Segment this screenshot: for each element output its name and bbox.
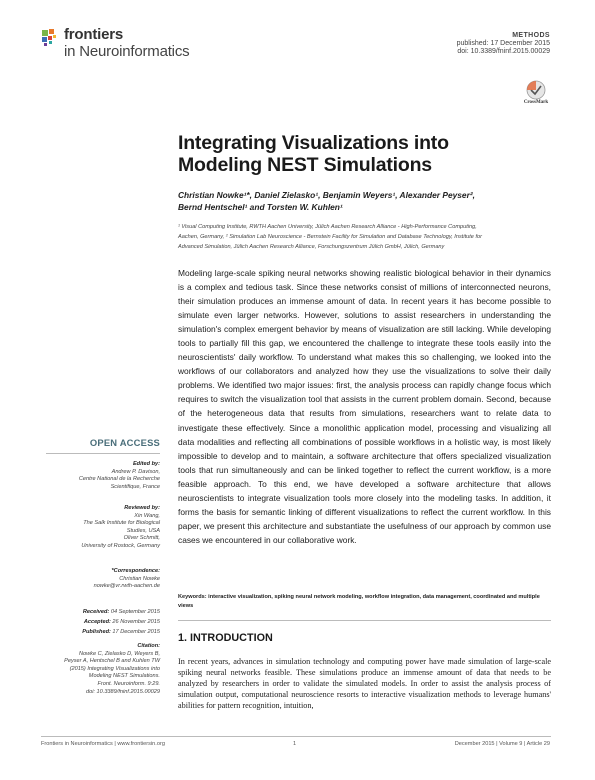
brand-name: frontiers [64, 26, 124, 43]
keywords-text: interactive visualization, spiking neural network modeling, workflow integration, data management, coordinated and multiple views [178, 594, 540, 609]
section-heading: 1. INTRODUCTION [178, 632, 273, 644]
article-title [178, 132, 538, 176]
crossmark-icon [521, 80, 551, 100]
correspondence-info [46, 568, 160, 591]
citation-line: Nowke C, Zielasko D, Weyers B, [78, 650, 160, 657]
journal-name: in Neuroinformatics [64, 43, 190, 60]
footer-journal-link[interactable]: Frontiers in Neuroinformatics | www.frontiersin.org [41, 741, 165, 747]
title-line: Modeling NEST Simulations [178, 154, 432, 176]
author-line: Christian Nowke¹*, Daniel Zielasko¹, Benjamin Weyers¹, Alexander Peyser², [178, 190, 475, 200]
article-type: METHODS [512, 32, 550, 39]
sidebar-divider [46, 453, 160, 454]
editor-line: Andrew P. Davison, [111, 468, 160, 475]
affiliation-line: ¹ Visual Computing Institute, RWTH Aachen University, Jülich Aachen Research Alliance - High-Performance Computing, [178, 224, 477, 230]
published-label: Published: [82, 629, 111, 635]
page-number: 1 [293, 741, 297, 747]
correspondence-label: *Correspondence: [111, 568, 160, 574]
published-date: published: 17 December 2015 [456, 40, 550, 47]
accepted-label: Accepted: [83, 619, 111, 625]
citation-line: (2015) Integrating Visualizations into [69, 665, 160, 672]
received-date: 04 September 2015 [110, 609, 160, 615]
article-dates [46, 607, 160, 637]
correspondence-name: Christian Nowke [119, 575, 160, 582]
correspondence-email[interactable]: nowke@vr.rwth-aachen.de [93, 583, 160, 590]
abstract [178, 266, 551, 547]
affiliation-line: Advanced Simulation, Jülich Aachen Research Alliance, Forschungszentrum Jülich GmbH, Jülich, Germany [178, 244, 445, 250]
published-date-side: 17 December 2015 [112, 629, 160, 635]
reviewer-info [46, 505, 160, 551]
citation-line[interactable]: doi: 10.3389/fninf.2015.00029 [85, 688, 160, 695]
edited-by-label: Edited by: [132, 461, 160, 467]
citation-line: Front. Neuroinform. 9:29. [97, 680, 160, 687]
journal-logo [40, 26, 210, 66]
author-list [178, 189, 538, 213]
received-label: Received: [82, 609, 110, 615]
reviewed-by-label: Reviewed by: [124, 505, 160, 511]
footer-divider [41, 736, 551, 737]
crossmark-label: CrossMark [523, 100, 549, 105]
frontiers-logo-icon [40, 28, 62, 50]
citation-info [46, 643, 160, 696]
reviewer-line: Xin Wang, [134, 512, 160, 519]
reviewer-line: Oliver Schmitt, [123, 535, 160, 542]
affiliations [178, 222, 540, 252]
reviewer-line: University of Rostock, Germany [81, 542, 160, 549]
editor-info [46, 461, 160, 491]
citation-label: Citation: [137, 643, 160, 649]
abstract-text: Modeling large-scale spiking neural networks showing realistic biological behavior in their dynamics is a complex and tedious task. Since these networks consist of millions of interconnected neurons, their simulation produces an immense amount of data. In recent years it has become possible to simulate even larger networks. However, solutions to assist researchers in understanding the simulation's complex emergent behavior by means of visualization are still lacking. While developing tools to partially fill this gap, we encountered the challenge to integrate these tools easily into the neuroscientists' daily workflow. To understand what makes this so challenging, we looked into the workflows of our collaborators and analyzed how they use the visualizations to solve their daily problems. We identified two major issues: first, the analysis process can rapidly change focus which requires to switch the visualization tool that assists in the current problem domain. Second, because of the heterogeneous data that results from simulations, researchers want to relate data to investigate these effectively. Since a monolithic application model, processing and visualizing all data modalities and reflecting all combinations of possible workflows in a holistic way, is most likely impossible to develop and to maintain, a software architecture that offers specialized visualization tools that run simultaneously and can be linked together to reflect the current workflow, is a more feasible approach. To this end, we have developed a software architecture that allows neuroscientists to integrate visualization tools more closely into the modeling tasks. In addition, it forms the basis for semantic linking of different visualizations to reflect the current workflow. In this paper, we present this architecture and substantiate the usefulness of our approach by common use cases we encountered in our collaborative work. [178, 268, 551, 545]
editor-line: Centre National de la Recherche [78, 476, 160, 483]
footer-issue-info: December 2015 | Volume 9 | Article 29 [454, 741, 550, 747]
intro-paragraph: In recent years, advances in simulation technology and computing power have made simulation of large-scale spiking neural networks feasible. These simulations produce an immense amount of data that needs to be analyzed by researchers in order to validate the simulated models. In order to assist the analysis process of simulation output, computational neuroscience resorts to interactive visualization methods to leverage humans' abilities for pattern recognition, intuition, [178, 657, 551, 710]
keywords [178, 593, 551, 611]
citation-line: Modeling NEST Simulations. [88, 673, 160, 680]
section-divider [178, 620, 551, 621]
editor-line: Scientifique, France [110, 483, 160, 490]
introduction-text [178, 656, 551, 711]
reviewer-line: The Salk Institute for Biological [83, 520, 160, 527]
article-meta [457, 32, 550, 56]
citation-line: Peyser A, Hentschel B and Kuhlen TW [64, 658, 160, 665]
crossmark-badge[interactable] [521, 80, 551, 108]
affiliation-line: Aachen, Germany, ² Simulation Lab Neuroscience - Bernstein Facility for Simulation and Database Technology, Institute for [178, 234, 482, 240]
title-line: Integrating Visualizations into [178, 132, 449, 154]
reviewer-line: Studies, USA [126, 527, 160, 534]
author-line: Bernd Hentschel¹ and Torsten W. Kuhlen¹ [178, 202, 343, 212]
open-access-label: OPEN ACCESS [89, 437, 160, 448]
doi[interactable]: doi: 10.3389/fninf.2015.00029 [457, 48, 550, 55]
keywords-label: Keywords: [178, 594, 207, 600]
accepted-date: 26 November 2015 [112, 619, 160, 625]
